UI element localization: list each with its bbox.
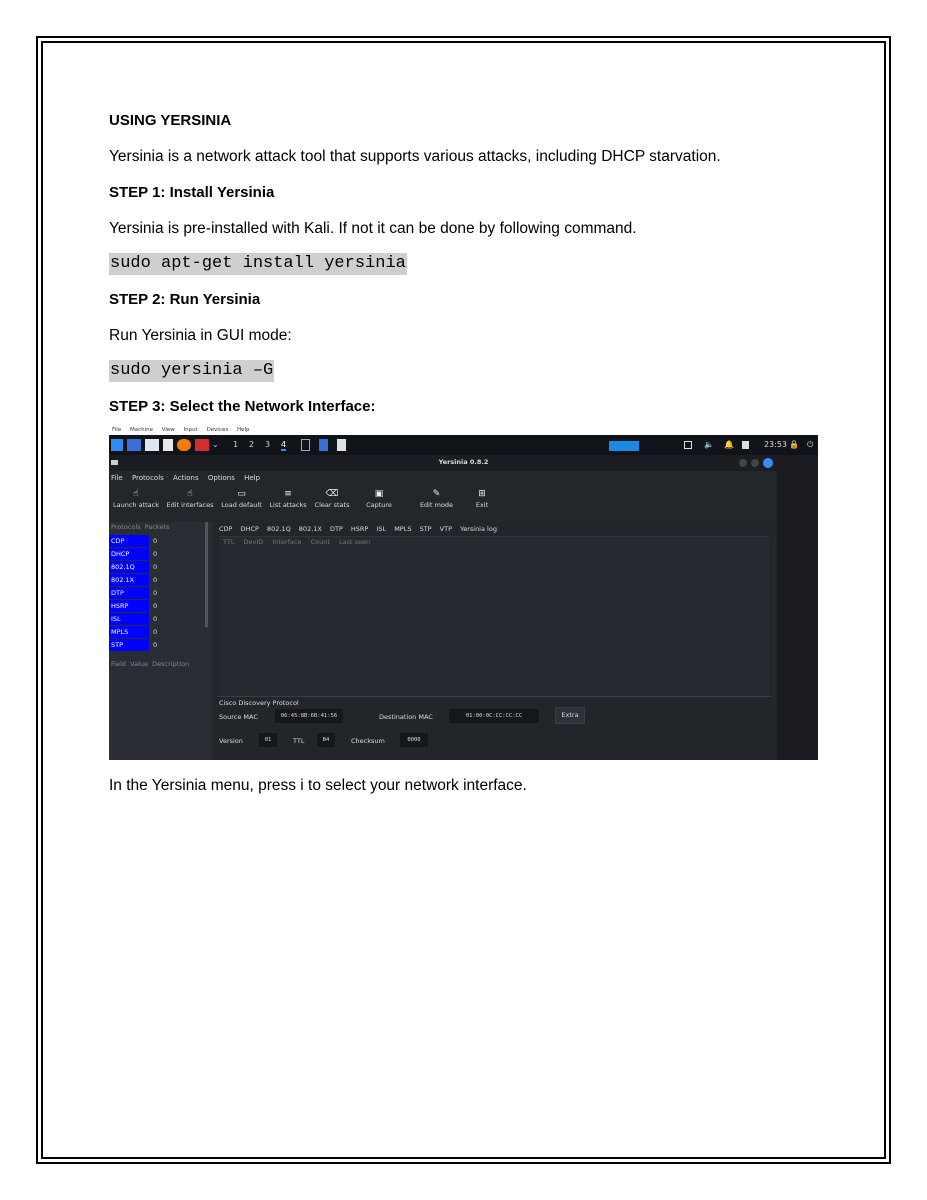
edit-interfaces-button[interactable]: ☝ Edit interfaces (164, 487, 216, 509)
terminal-icon[interactable] (127, 439, 141, 451)
tab-dtp[interactable]: DTP (329, 525, 343, 533)
workspace-2[interactable]: 2 (249, 440, 255, 449)
edit-interfaces-icon: ☝ (187, 489, 193, 499)
vbox-menubar (109, 425, 818, 435)
vbox-menu-item[interactable]: File (112, 427, 122, 433)
load-default-button[interactable]: ▭ Load default (219, 487, 264, 509)
main-panel (217, 522, 772, 760)
firefox-icon[interactable] (177, 439, 191, 451)
tab-stp[interactable]: STP (419, 525, 432, 533)
checksum-field[interactable]: 0000 (400, 733, 428, 747)
vbox-menu-item[interactable]: View (161, 427, 175, 433)
divider (217, 696, 772, 697)
vbox-menu-item[interactable]: Devices (206, 427, 229, 433)
tab-8021x[interactable]: 802.1X (298, 525, 322, 533)
protocol-packets: 0 (153, 589, 158, 597)
protocol-row-hsrp[interactable]: HSRP (109, 600, 149, 612)
vbox-menu-item[interactable]: Machine (129, 427, 153, 433)
list-attacks-icon: ≡ (284, 489, 292, 499)
folder-icon[interactable] (145, 439, 159, 451)
app-icon[interactable] (195, 439, 209, 451)
protocol-packets: 0 (153, 576, 158, 584)
ttl-label: TTL (293, 737, 305, 745)
step2-text: Run Yersinia in GUI mode: (109, 327, 292, 344)
column-interface[interactable]: Interface (272, 538, 302, 546)
bell-icon[interactable]: 🔔 (724, 440, 734, 449)
tab-cdp[interactable]: CDP (219, 525, 233, 533)
protocol-packets: 0 (153, 602, 158, 610)
install-command: sudo apt-get install yersinia (110, 254, 406, 273)
battery-icon (742, 441, 749, 449)
cdp-section-label: Cisco Discovery Protocol (219, 699, 299, 707)
menu-actions[interactable]: Actions (173, 474, 199, 482)
menu-help[interactable]: Help (244, 474, 261, 482)
close-icon[interactable] (763, 458, 773, 468)
app-menubar (109, 471, 779, 485)
tab-hsrp[interactable]: HSRP (350, 525, 369, 533)
tab-vtp[interactable]: VTP (439, 525, 453, 533)
protocol-packets: 0 (153, 550, 158, 558)
window-title: Yersinia 0.8.2 (438, 458, 489, 466)
protocol-row-dtp[interactable]: DTP (109, 587, 149, 599)
protocol-row-dhcp[interactable]: DHCP (109, 548, 149, 560)
launch-attack-button[interactable]: ☝ Launch attack (112, 489, 159, 509)
protocol-packets: 0 (153, 615, 158, 623)
protocol-packets: 0 (153, 628, 158, 636)
version-field[interactable]: 01 (259, 733, 277, 747)
tab-8021q[interactable]: 802.1Q (266, 525, 291, 533)
workspace-3[interactable]: 3 (265, 440, 271, 449)
source-mac-label: Source MAC (219, 713, 258, 721)
background-window (777, 455, 818, 760)
protocol-row-8021q[interactable]: 802.1Q (109, 561, 149, 573)
ttl-field[interactable]: B4 (317, 733, 335, 747)
extra-button[interactable]: Extra (555, 707, 585, 724)
tab-mpls[interactable]: MPLS (394, 525, 412, 533)
workspace-1[interactable]: 1 (233, 440, 239, 449)
tab-dhcp[interactable]: DHCP (240, 525, 259, 533)
clear-stats-button[interactable]: ⌫ Clear stats (312, 487, 352, 509)
maximize-icon[interactable] (751, 459, 759, 467)
kali-taskbar (109, 435, 818, 455)
capture-icon: ▣ (374, 489, 384, 499)
menu-options[interactable]: Options (207, 474, 235, 482)
column-last-seen[interactable]: Last seen (338, 538, 371, 546)
load-default-icon: ▭ (237, 489, 246, 499)
app-task-icon[interactable] (337, 439, 346, 451)
power-icon[interactable]: ⏻ (807, 440, 814, 449)
terminal-task-icon[interactable] (319, 439, 328, 451)
protocol-row-cdp[interactable]: CDP (109, 535, 149, 547)
protocol-tabs (219, 522, 503, 536)
display-icon[interactable] (684, 441, 692, 449)
window-icon[interactable] (301, 439, 310, 451)
protocol-packets: 0 (153, 537, 158, 545)
step3-title: STEP 3: Select the Network Interface: (109, 398, 376, 415)
doc-heading: USING YERSINIA (109, 112, 232, 129)
exit-button[interactable]: ⊞ Exit (467, 487, 497, 509)
dest-mac-label: Destination MAC (379, 713, 433, 721)
column-devid[interactable]: DevID (243, 538, 264, 546)
volume-icon[interactable]: 🔈 (704, 440, 714, 449)
window-titlebar (109, 455, 818, 471)
column-count[interactable]: Count (310, 538, 330, 546)
menu-protocols[interactable]: Protocols (131, 474, 164, 482)
protocol-packets: 0 (153, 563, 158, 571)
clear-stats-icon: ⌫ (325, 489, 339, 499)
launch-attack-icon: ☝ (133, 489, 139, 499)
run-command: sudo yersinia –G (110, 361, 274, 380)
protocol-row-mpls[interactable]: MPLS (109, 626, 149, 638)
step2-title: STEP 2: Run Yersinia (109, 291, 261, 308)
step1-title: STEP 1: Install Yersinia (109, 184, 275, 201)
tab-isl[interactable]: ISL (376, 525, 387, 533)
capture-button[interactable]: ▣ Capture (359, 487, 399, 509)
lock-icon[interactable]: 🔒 (789, 440, 799, 449)
vbox-menu-item[interactable]: Help (237, 427, 250, 433)
footer-text: In the Yersinia menu, press i to select your network interface. (109, 777, 527, 794)
intro-text: Yersinia is a network attack tool that supports various attacks, including DHCP starvation. (109, 148, 721, 165)
menu-file[interactable]: File (111, 474, 123, 482)
text-editor-icon[interactable] (163, 439, 173, 451)
protocols-header: Protocols Packets (111, 523, 170, 531)
protocol-row-isl[interactable]: ISL (109, 613, 149, 625)
tab-yersinia-log[interactable]: Yersinia log (460, 525, 497, 533)
source-mac-field[interactable]: 06:45:8B:6B:41:56 (275, 709, 343, 723)
version-label: Version (219, 737, 243, 745)
packet-list[interactable] (219, 536, 769, 697)
protocols-panel (109, 522, 212, 760)
packet-list-columns (223, 538, 377, 546)
kali-menu-icon[interactable] (111, 439, 123, 451)
protocols-scrollbar[interactable] (205, 522, 208, 627)
protocol-packets: 0 (153, 641, 158, 649)
list-attacks-button[interactable]: ≡ List attacks (267, 487, 309, 509)
yersinia-screenshot (109, 425, 818, 760)
protocol-row-stp[interactable]: STP (109, 639, 149, 651)
cpu-graph-icon (609, 441, 659, 451)
exit-icon: ⊞ (478, 489, 486, 499)
vbox-menu-item[interactable]: Input (183, 427, 198, 433)
edit-mode-icon: ✎ (432, 489, 441, 499)
clock: 23:53 (763, 440, 787, 449)
minimize-icon[interactable] (739, 459, 747, 467)
edit-mode-button[interactable]: ✎ Edit mode (414, 487, 459, 509)
step1-text: Yersinia is pre-installed with Kali. If not it can be done by following command. (109, 220, 637, 237)
protocol-row-8021x[interactable]: 802.1X (109, 574, 149, 586)
column-ttl[interactable]: TTL (223, 538, 235, 546)
dest-mac-field[interactable]: 01:00:0C:CC:CC:CC (449, 709, 539, 723)
chevron-down-icon[interactable]: ⌄ (212, 440, 219, 449)
field-value-header: Field Value Description (111, 660, 190, 668)
workspace-4[interactable]: 4 (281, 440, 287, 449)
app-toolbar (109, 487, 779, 519)
checksum-label: Checksum (351, 737, 385, 745)
